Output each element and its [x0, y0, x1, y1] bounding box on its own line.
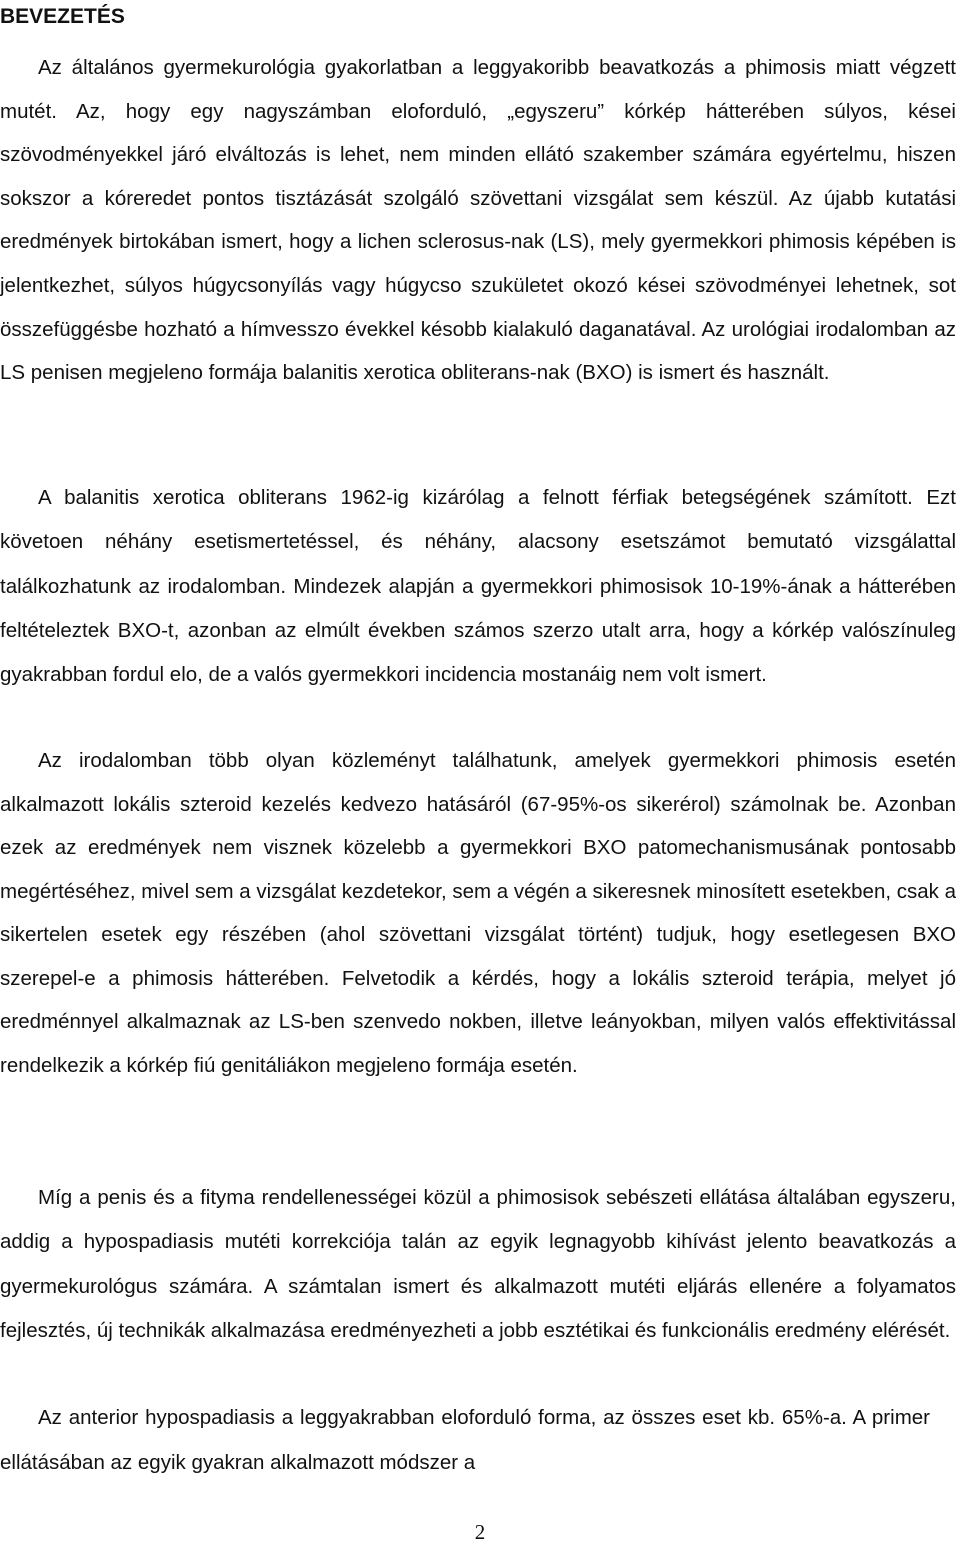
paragraph-1: Az általános gyermekurológia gyakorlatban a leggyakoribb beavatkozás a phimosis miatt végzett mutét. Az, hogy egy nagyszámban eloforduló, „egyszeru” kórkép hátterében súlyos, kései szövodményekkel járó elváltozás is lehet, nem minden ellátó szakember számára egyértelmu, hiszen sokszor a kóreredet pontos tisztázását szolgáló szövettani vizsgálat sem készül. Az újabb kutatási eredmények birtokában ismert, hogy a lichen sclerosus-nak (LS), mely gyermekkori phimosis képében is jelentkezhet, súlyos húgycsonyílás vagy húgycso szukületet okozó kései szövodményei lehetnek, sot összefüggésbe hozható a hímvesszo évekkel késobb kialakuló daganatával. Az urológiai irodalomban az LS penisen megjeleno formája balanitis xerotica obliterans-nak (BXO) is ismert és használt. — [0, 56, 956, 385]
paragraph-4: Míg a penis és a fityma rendellenességei közül a phimosisok sebészeti ellátása általában egyszeru, addig a hypospadiasis mutéti korrekciója talán az egyik legnagyobb kihívást jelento beavatkozás a gyermekurológus számára. A számtalan ismert és alkalmazott mutéti eljárás ellenére a folyamatos fejlesztés, új technikák alkalmazása eredményezheti a jobb esztétikai és funkcionális eredmény elérését. — [0, 1186, 956, 1343]
paragraph-2: A balanitis xerotica obliterans 1962-ig kizárólag a felnott férfiak betegségének számított. Ezt követoen néhány esetismertetéssel, és néhány, alacsony esetszámot bemutató vizsgálattal találkozhatunk az irodalomban. Mindezek alapján a gyermekkori phimosisok 10-19%-ának a hátterében feltételeztek BXO-t, azonban az elmúlt években számos szerzo utalt arra, hogy a kórkép valószínuleg gyakrabban fordul elo, de a valós gyermekkori incidencia mostanáig nem volt ismert. — [0, 486, 956, 687]
section-heading: BEVEZETÉS — [0, 5, 125, 28]
page-number: 2 — [474, 1520, 486, 1544]
paragraph-3: Az irodalomban több olyan közleményt találhatunk, amelyek gyermekkori phimosis esetén alkalmazott lokális szteroid kezelés kedvezo hatásáról (67-95%-os sikerérol) számolnak be. Azonban ezek az eredmények nem visznek közelebb a gyermekkori BXO patomechanismusának pontosabb megértéséhez, mivel sem a vizsgálat kezdetekor, sem a végén a sikeresnek minosített esetekben, csak a sikertelen esetek egy részében (ahol szövettani vizsgálat történt) tudjuk, hogy esetlegesen BXO szerepel-e a phimosis hátterében. Felvetodik a kérdés, hogy a lokális szteroid terápia, melyet jó eredménnyel alkalmaznak az LS-ben szenvedo nokben, illetve leányokban, milyen valós effektivitással rendelkezik a kórkép fiú genitáliákon megjeleno formája esetén. — [0, 749, 956, 1077]
paragraph-5: Az anterior hypospadiasis a leggyakrabban eloforduló forma, az összes eset kb. 65%-a. A primer ellátásában az egyik gyakran alkalmazott módszer a — [0, 1406, 930, 1474]
